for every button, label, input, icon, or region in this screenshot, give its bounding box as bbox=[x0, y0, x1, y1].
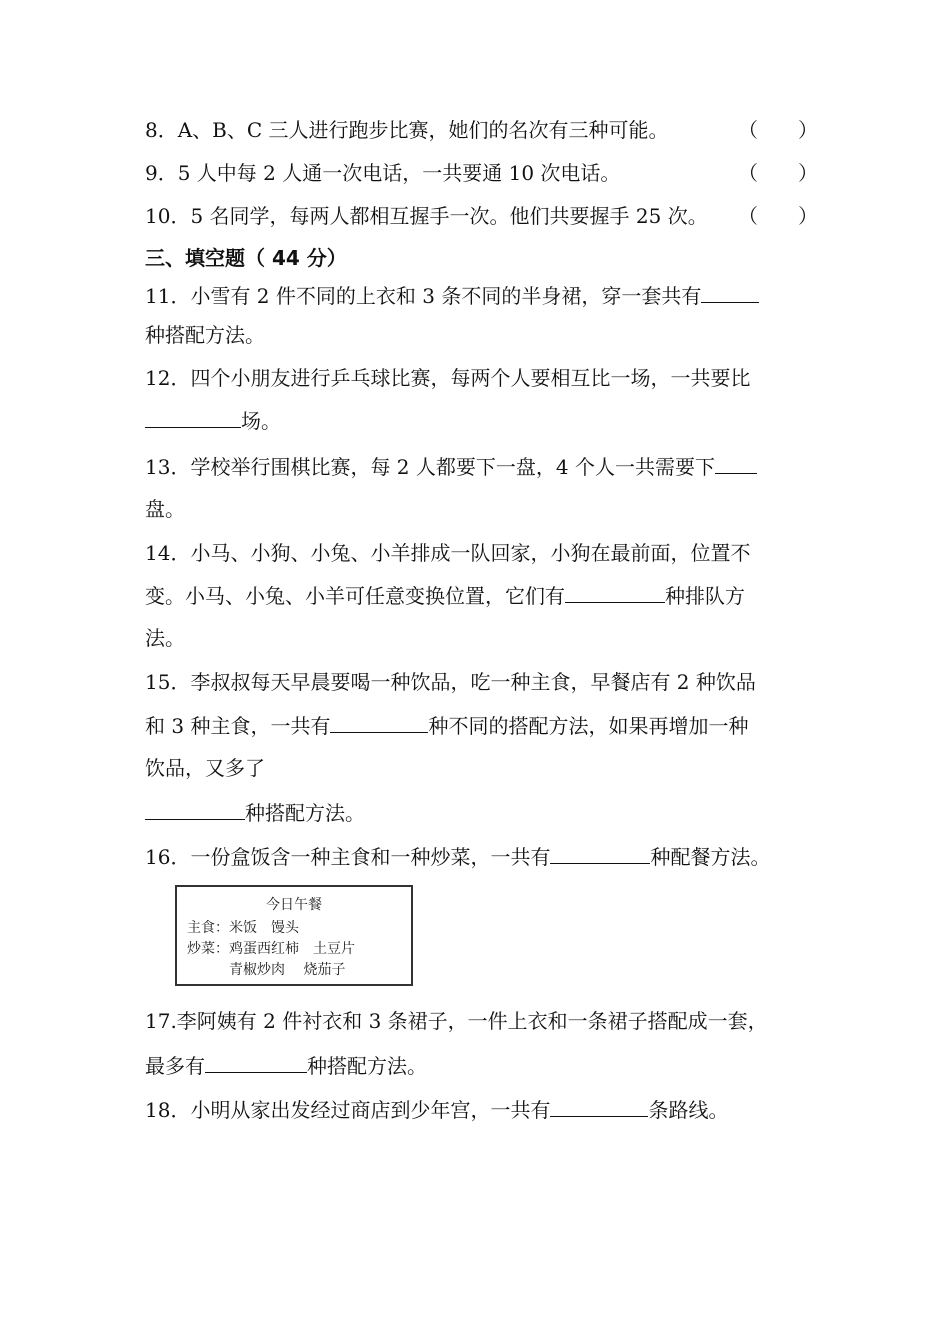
answer-blank-17[interactable] bbox=[205, 1052, 307, 1073]
section-title: 三、填空题（ 44 分） bbox=[145, 246, 347, 270]
menu-title: 今日午餐 bbox=[266, 897, 322, 913]
question-15: 15．李叔叔每天早晨要喝一种饮品，吃一种主食，早餐店有 2 种饮品 bbox=[145, 670, 756, 694]
answer-paren-9[interactable]: （ ） bbox=[738, 161, 818, 185]
question-15-cont: 和 3 种主食，一共有 种不同的搭配方法，如果再增加一种 bbox=[145, 714, 749, 738]
lunch-menu-box bbox=[175, 885, 413, 986]
question-11: 11．小雪有 2 件不同的上衣和 3 条不同的半身裙，穿一套共有 bbox=[145, 282, 759, 309]
question-17: 17.李阿姨有 2 件衬衣和 3 条裙子，一件上衣和一条裙子搭配成一套， bbox=[145, 1009, 768, 1033]
question-11-cont: 种搭配方法。 bbox=[145, 323, 265, 347]
question-10: 10．5 名同学，每两人都相互握手一次。他们共要握手 25 次。 bbox=[145, 204, 708, 228]
menu-dishes-row2: 青椒炒肉 烧茄子 bbox=[187, 962, 346, 978]
question-17-cont: 最多有 种搭配方法。 bbox=[145, 1054, 427, 1078]
answer-blank-15b[interactable] bbox=[145, 799, 245, 820]
question-15-cont2: 饮品，又多了 bbox=[145, 756, 265, 780]
question-15-cont3: 种搭配方法。 bbox=[145, 799, 365, 826]
question-13-cont: 盘。 bbox=[145, 497, 185, 521]
answer-blank-11[interactable] bbox=[701, 282, 759, 303]
question-14-cont2: 法。 bbox=[145, 626, 185, 650]
answer-blank-14[interactable] bbox=[565, 582, 665, 603]
question-18: 18．小明从家出发经过商店到少年宫，一共有 条路线。 bbox=[145, 1098, 729, 1122]
question-14: 14．小马、小狗、小兔、小羊排成一队回家，小狗在最前面，位置不 bbox=[145, 541, 751, 565]
question-13: 13．学校举行围棋比赛，每 2 人都要下一盘，4 个人一共需要下 bbox=[145, 453, 757, 480]
question-14-cont: 变。小马、小兔、小羊可任意变换位置，它们有 种排队方 bbox=[145, 584, 745, 608]
question-16: 16．一份盒饭含一种主食和一种炒菜，一共有 种配餐方法。 bbox=[145, 845, 771, 869]
menu-staple: 主食：米饭 馒头 bbox=[187, 920, 299, 936]
menu-dishes-row1: 炒菜：鸡蛋西红柿 土豆片 bbox=[187, 941, 355, 957]
answer-blank-18[interactable] bbox=[550, 1096, 648, 1117]
question-12-cont: 场。 bbox=[145, 407, 281, 434]
question-9: 9．5 人中每 2 人通一次电话，一共要通 10 次电话。 bbox=[145, 161, 621, 185]
answer-paren-8[interactable]: （ ） bbox=[738, 118, 818, 142]
question-12: 12．四个小朋友进行乒乓球比赛，每两个人要相互比一场，一共要比 bbox=[145, 366, 751, 390]
question-8: 8．A、B、C 三人进行跑步比赛，她们的名次有三种可能。 bbox=[145, 118, 669, 142]
answer-blank-13[interactable] bbox=[715, 453, 757, 474]
answer-blank-15a[interactable] bbox=[330, 712, 428, 733]
answer-paren-10[interactable]: （ ） bbox=[738, 204, 818, 228]
answer-blank-12[interactable] bbox=[145, 407, 241, 428]
answer-blank-16[interactable] bbox=[550, 843, 650, 864]
